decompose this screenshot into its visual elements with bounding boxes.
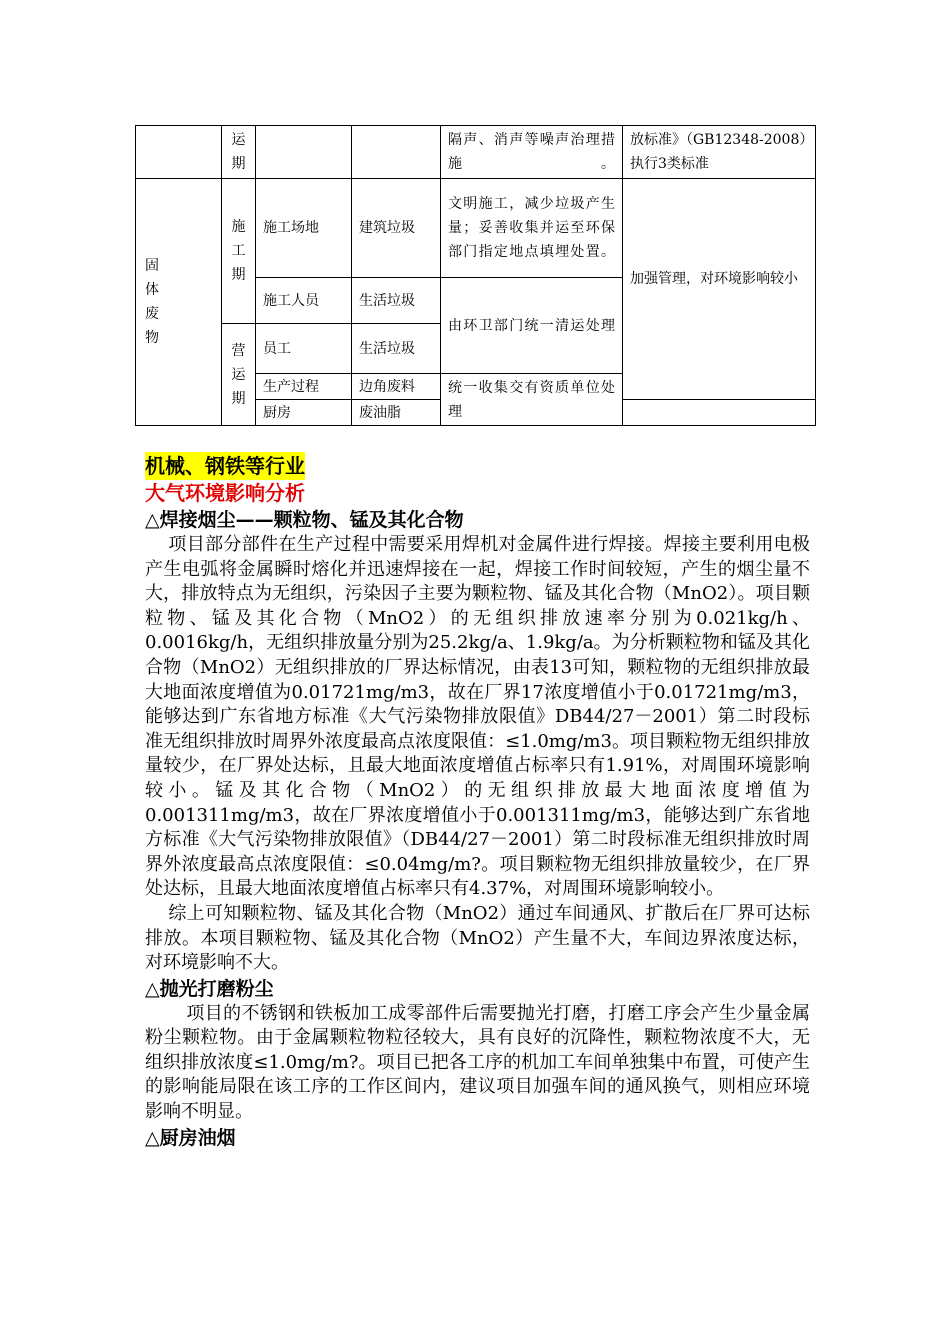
- industry-title: 机械、钢铁等行业: [145, 454, 305, 478]
- table-cell-empty: [623, 400, 816, 426]
- measure-cell: 统一收集交有资质单位处理: [441, 374, 623, 426]
- table-cell-empty: [256, 126, 352, 179]
- subheading-welding-fume: △焊接烟尘——颗粒物、锰及其化合物: [145, 509, 464, 531]
- table-row: [136, 126, 816, 179]
- source-cell: 生产过程: [256, 374, 352, 400]
- paragraph-welding-fume: 项目部分部件在生产过程中需要采用焊机对金属件进行焊接。焊接主要利用电极产生电弧将金属瞬时熔化并迅速焊接在一起，焊接工作时间较短，产生的烟尘量不大，排放特点为无组织，污染因子主要为颗粒物、锰及其化合物（MnO2）。项目颗粒物、锰及其化合物（MnO2）的无组织排放速率分别为0.021kg/h、0.0016kg/h，无组织排放量分别为25.2kg/a、1.9kg/a。为分析颗粒物和锰及其化合物（MnO2）无组织排放的厂界达标情况，由表13可知，颗粒物的无组织排放最大地面浓度增值为0.01721mg/m3，故在厂界17浓度增值小于0.01721mg/m3，能够达到广东省地方标准《大气污染物排放限值》DB44/27－2001）第二时段标准无组织排放时周界外浓度最高点浓度限值：≤1.0mg/m3。项目颗粒物无组织排放量较少，在厂界处达标，且最大地面浓度增值占标率只有1.91%，对周围环境影响较小。锰及其化合物（MnO2）的无组织排放最大地面浓度增值为0.001311mg/m3，故在厂界浓度增值小于0.001311mg/m3，能够达到广东省地方标准《大气污染物排放限值》（DB44/27－2001）第二时段标准无组织排放时周界外浓度最高点浓度限值：≤0.04mg/m?。项目颗粒物无组织排放量较少，在厂界处达标，且最大地面浓度增值占标率只有4.37%，对周围环境影响较小。: [145, 534, 810, 900]
- pollutant-cell: 生活垃圾: [352, 324, 441, 374]
- source-cell: 施工人员: [256, 278, 352, 324]
- source-cell: 厨房: [256, 400, 352, 426]
- subheading-polishing-dust: △抛光打磨粉尘: [145, 977, 274, 1000]
- pollutant-cell: 生活垃圾: [352, 278, 441, 324]
- section-title: 大气环境影响分析: [145, 481, 305, 505]
- measure-cell: 隔声、消声等噪声治理措施。: [441, 126, 623, 179]
- paragraph-polishing-dust: 项目的不锈钢和铁板加工成零部件后需要抛光打磨，打磨工序会产生少量金属粉尘颗粒物。由于金属颗粒物粒径较大，具有良好的沉降性，颗粒物浓度不大，无组织排放浓度≤1.0mg/m?。项目已把各工序的机加工车间单独集中布置，可使产生的影响能局限在该工序的工作区间内，建议项目加强车间的通风换气，则相应环境影响不明显。: [145, 1002, 810, 1123]
- pollution-measures-table: [135, 125, 816, 426]
- pollutant-cell: 建筑垃圾: [352, 179, 441, 278]
- stage-cell-operation: 营 运 期: [222, 324, 256, 426]
- table-row: [136, 179, 816, 278]
- table-cell-empty: [136, 126, 222, 179]
- stage-cell-operation-top: 运 期: [222, 126, 256, 179]
- effect-cell: 放标准》（GB12348-2008）执行3类标准: [623, 126, 816, 179]
- table-cell-empty: [352, 126, 441, 179]
- effect-cell: 加强管理，对环境影响较小: [623, 179, 816, 400]
- pollutant-cell: 废油脂: [352, 400, 441, 426]
- document-body: [145, 452, 810, 1151]
- category-cell-solid-waste: 固 体 废 物: [136, 179, 222, 426]
- measure-cell: 文明施工，减少垃圾产生量；妥善收集并运至环保部门指定地点填埋处置。: [441, 179, 623, 278]
- source-cell: 员工: [256, 324, 352, 374]
- paragraph-summary: 综上可知颗粒物、锰及其化合物（MnO2）通过车间通风、扩散后在厂界可达标排放。本项目颗粒物、锰及其化合物（MnO2）产生量不大，车间边界浓度达标，对环境影响不大。: [145, 902, 810, 974]
- measure-cell: 由环卫部门统一清运处理: [441, 278, 623, 374]
- pollutant-cell: 边角废料: [352, 374, 441, 400]
- source-cell: 施工场地: [256, 179, 352, 278]
- stage-cell-construction: 施 工 期: [222, 179, 256, 324]
- subheading-kitchen-fume: △厨房油烟: [145, 1126, 236, 1149]
